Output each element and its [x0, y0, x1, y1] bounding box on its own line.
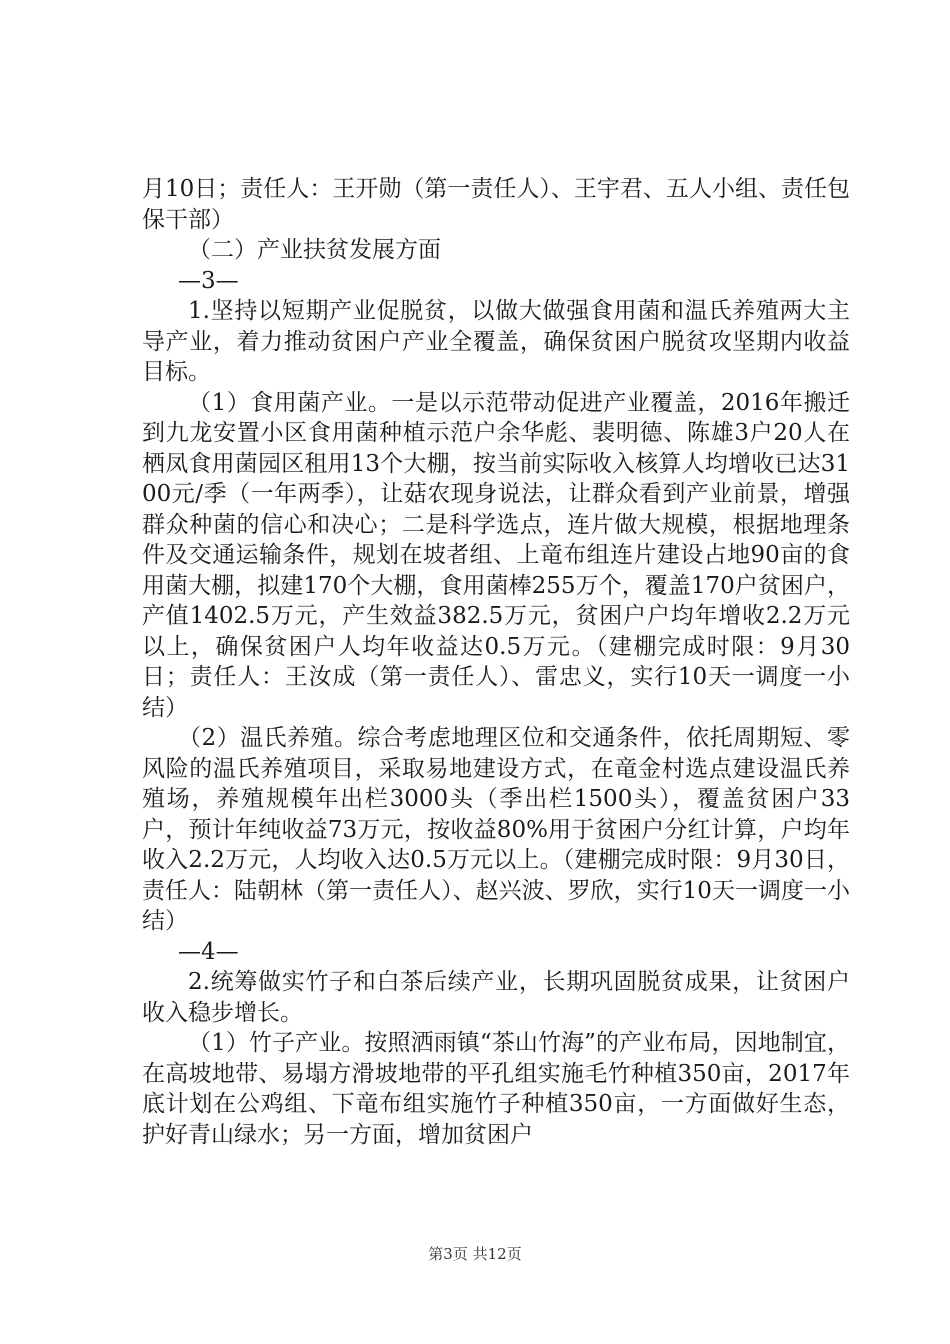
paragraph-item-1: 1.坚持以短期产业促脱贫，以做大做强食用菌和温氏养殖两大主导产业，着力推动贫困户产业全覆盖，确保贫困户脱贫攻坚期内收益目标。: [142, 298, 850, 385]
page-marker-4: —4—: [178, 938, 239, 965]
paragraph-edible-fungi: （1）食用菌产业。一是以示范带动促进产业覆盖，2016年搬迁到九龙安置小区食用菌种植示范户余华彪、裴明德、陈雄3户20人在栖凤食用菌园区租用13个大棚，按当前实际收入核算人均增收已达3100元/季（一年两季），让菇农现身说法，让群众看到产业前景，增强群众种菌的信心和决心；二是科学选点，连片做大规模，根据地理条件及交通运输条件，规划在坡者组、上竜布组连片建设占地90亩的食用菌大棚，拟建170个大棚，食用菌棒255万个，覆盖170户贫困户，产值1402.5万元，产生效益382.5万元，贫困户户均年增收2.2万元以上，确保贫困户人均年收益达0.5万元。（建棚完成时限：9月30日；责任人：王汝成（第一责任人）、雷忠义，实行10天一调度一小结）: [142, 389, 850, 721]
paragraph-wens-breeding: （2）温氏养殖。综合考虑地理区位和交通条件，依托周期短、零风险的温氏养殖项目，采取易地建设方式，在竜金村选点建设温氏养殖场，养殖规模年出栏3000头（季出栏1500头），覆盖贫困户33户，预计年纯收益73万元，按收益80%用于贫困户分红计算，户均年收入2.2万元，人均收入达0.5万元以上。（建棚完成时限：9月30日，责任人：陆朝林（第一责任人）、赵兴波、罗欣，实行10天一调度一小结）: [142, 725, 850, 934]
page-footer: 第3页 共12页: [428, 1245, 522, 1263]
document-body: [142, 174, 850, 1150]
paragraph-item-2: 2.统筹做实竹子和白茶后续产业，长期巩固脱贫成果，让贫困户收入稳步增长。: [142, 969, 850, 1026]
paragraph-continuation: 月10日；责任人：王开勋（第一责任人）、王宇君、五人小组、责任包保干部）: [142, 176, 850, 233]
section-heading: （二）产业扶贫发展方面: [188, 237, 441, 263]
page-marker-3: —3—: [178, 267, 239, 294]
paragraph-bamboo: （1）竹子产业。按照洒雨镇“茶山竹海”的产业布局，因地制宜，在高坡地带、易塌方滑坡地带的平孔组实施毛竹种植350亩，2017年底计划在公鸡组、下竜布组实施竹子种植350亩，一方面做好生态，护好青山绿水；另一方面，增加贫困户: [142, 1030, 850, 1148]
